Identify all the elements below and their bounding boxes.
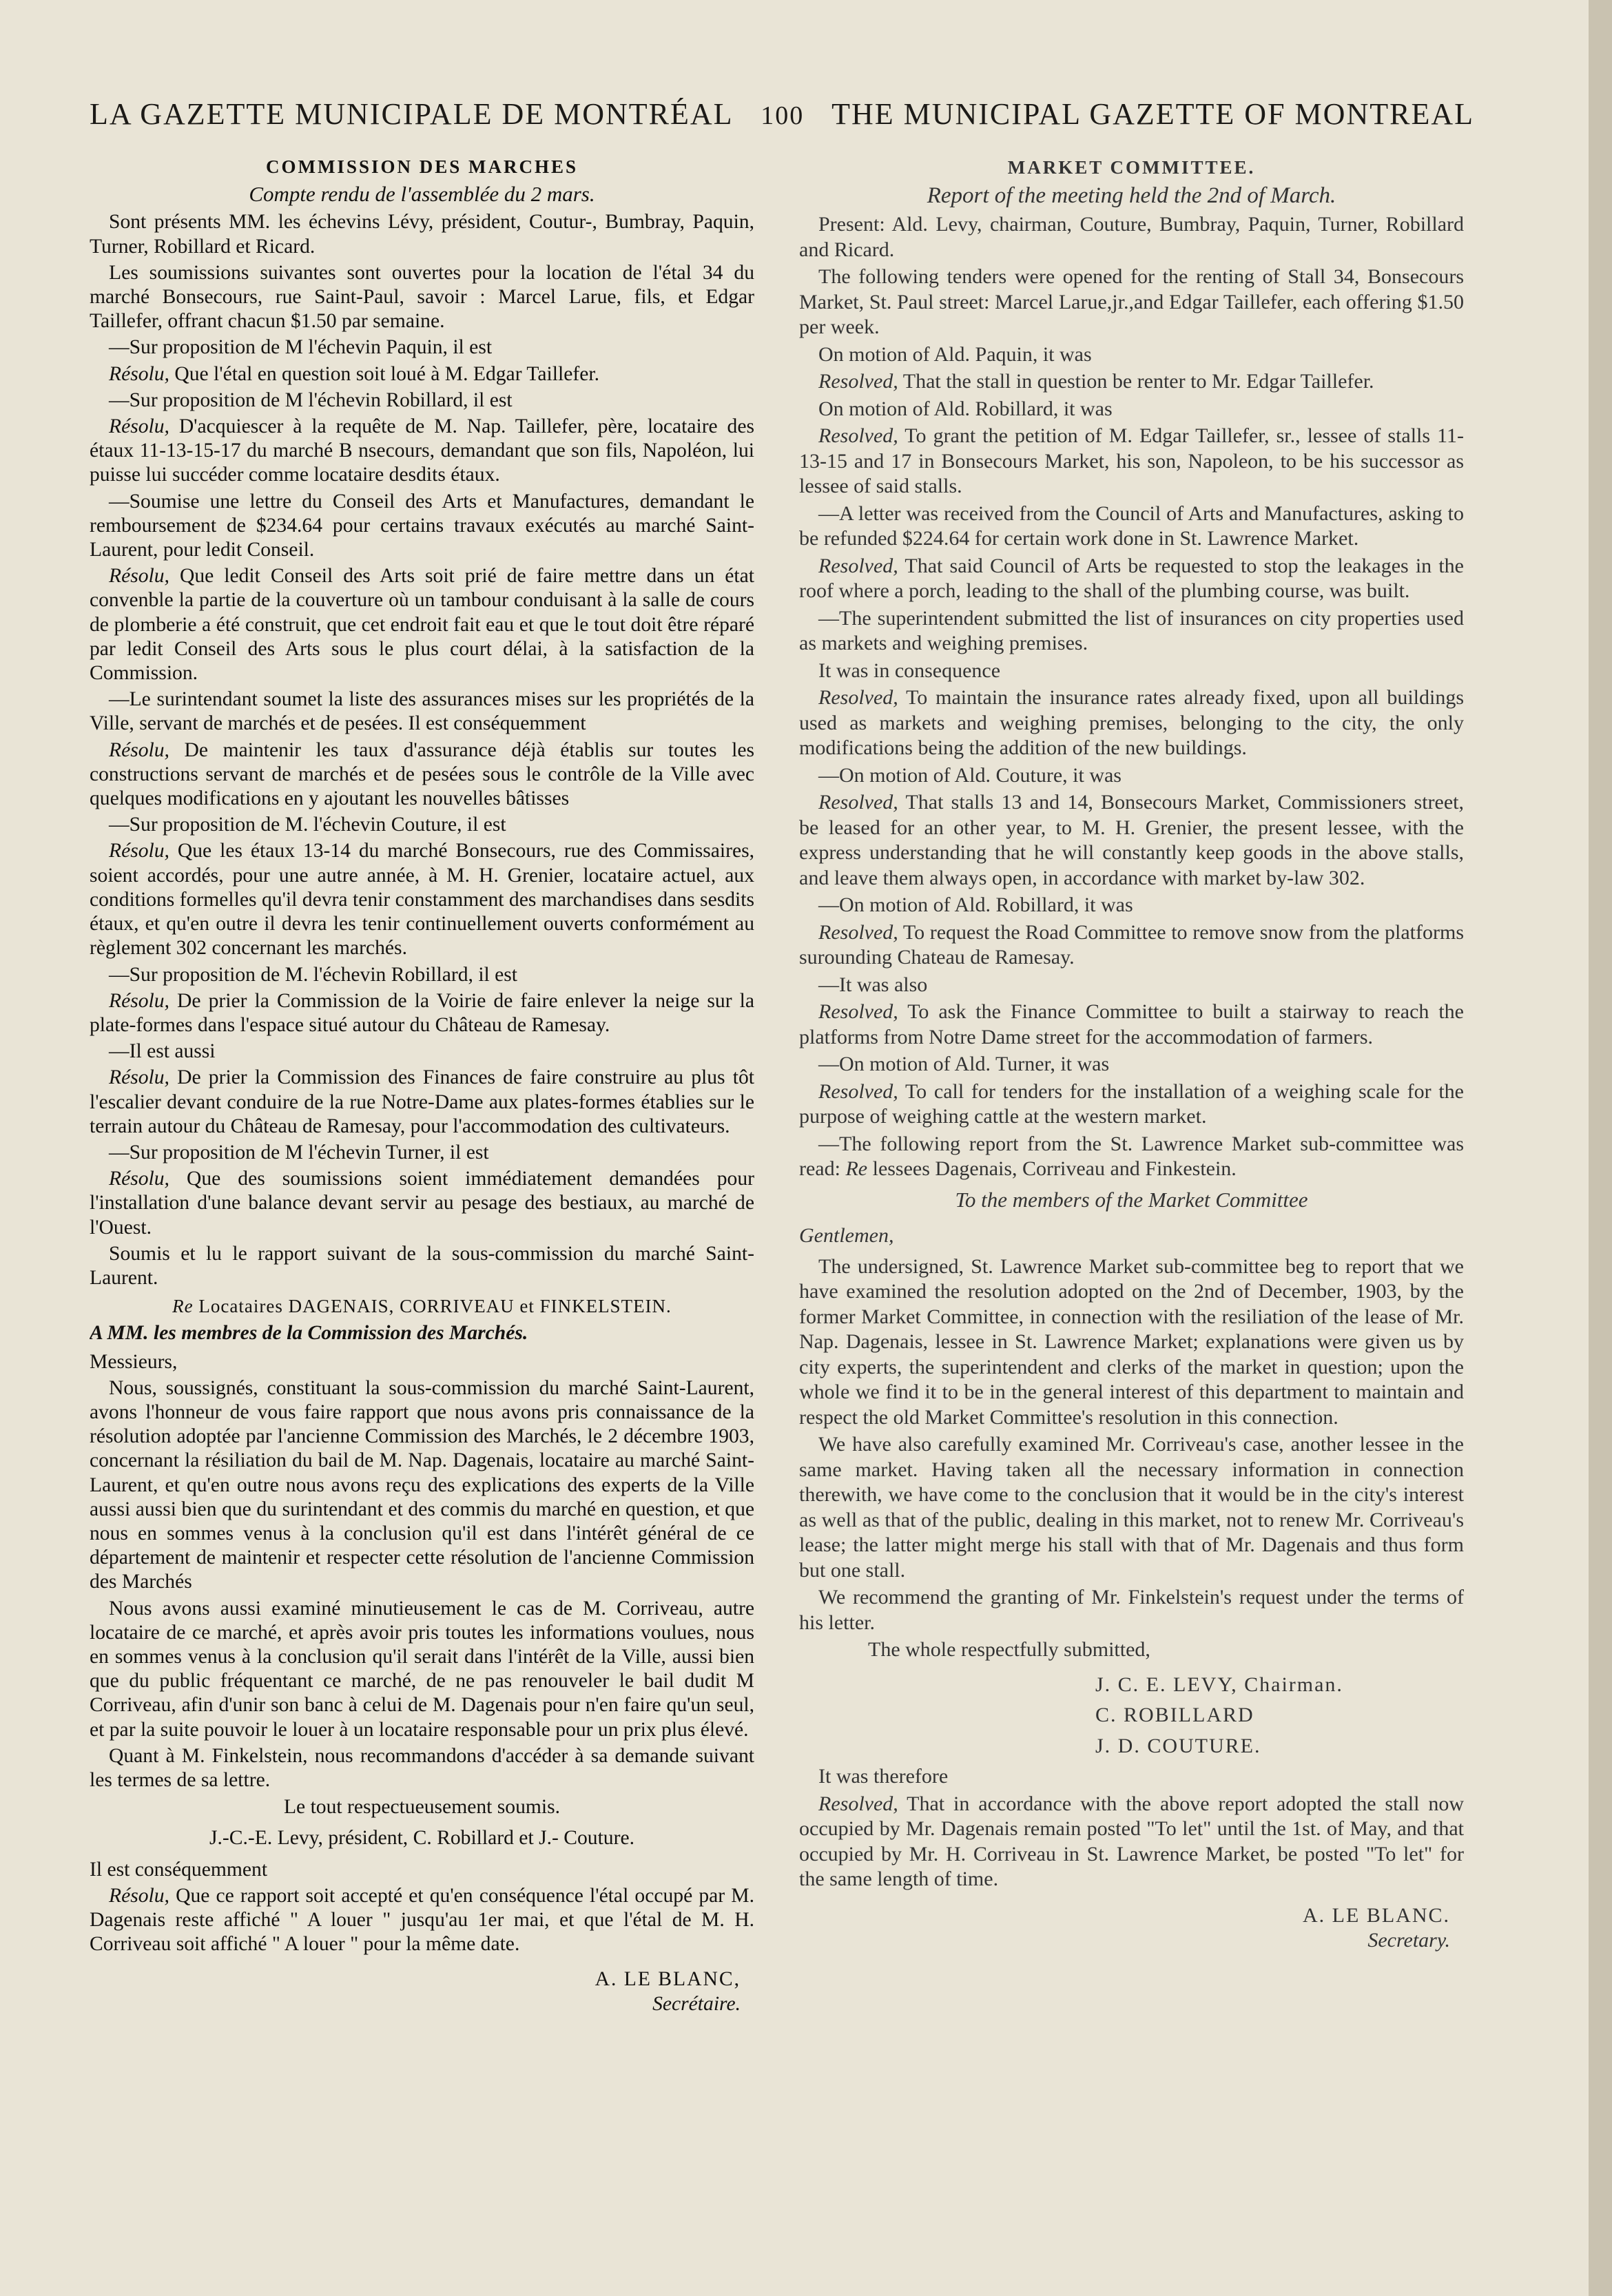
fr-resolution-text: De prier la Commission de la Voirie de faire enlever la neige sur la plate-formes dans l'espace situé autour du Château de Ramesay. [90, 989, 754, 1036]
en-report-intro [799, 1132, 1464, 1182]
en-resolution-text: That stalls 13 and 14, Bonsecours Market, Commissioners street, be leased for an other year, to M. H. Grenier, the present lessee, with the express understanding that he will constantly keep goods in the above stalls, and leave them always open, in accordance with market by-law 302. [799, 791, 1464, 889]
french-section-subtitle: Compte rendu de l'assemblée du 2 mars. [249, 182, 595, 207]
en-resolution [799, 1079, 1464, 1130]
en-resolution-text: That the stall in question be renter to Mr. Edgar Taillefer. [898, 370, 1374, 393]
fr-resolved-label: Résolu, [109, 840, 169, 862]
header-title-french: LA GAZETTE MUNICIPALE DE MONTRÉAL [90, 97, 734, 131]
fr-letter-closing: Le tout respectueusement soumis. [283, 1796, 561, 1819]
en-resolution [799, 1000, 1464, 1050]
en-salutation: Gentlemen, [799, 1224, 894, 1247]
en-resolved-label: Resolved, [818, 554, 898, 577]
english-section-subtitle: Report of the meeting held the 2nd of March. [927, 183, 1336, 208]
french-section-title: COMMISSION DES MARCHES [265, 156, 579, 177]
en-resolution [799, 1792, 1464, 1892]
header-title-english: THE MUNICIPAL GAZETTE OF MONTREAL [831, 97, 1474, 131]
fr-resolution [90, 415, 754, 488]
en-paragraph: It was in consequence [818, 659, 1001, 682]
fr-resolution [90, 1167, 754, 1240]
fr-resolution-text: D'acquiescer à la requête de M. Nap. Taillefer, père, locataire des étaux 11-13-15-17 du marché B nsecours, demandant que son fils, Napoléon, lui puisse lui succéder comme locataire desdits étaux. [90, 415, 754, 486]
fr-resolved-label: Résolu, [109, 989, 169, 1012]
fr-resolution [90, 362, 754, 386]
fr-re-label: Re [172, 1296, 194, 1317]
fr-letter-paragraph: Nous, soussignés, constituant la sous-commission du marché Saint-Laurent, avons l'honneur de vous faire rapport que nous avons pris connaissance de la résolution adoptée par l'ancienne Commission des Marchés, le 2 décembre 1903, concernant la résiliation du bail de M. Nap. Dagenais, locataire au marché Saint-Laurent, et qu'en outre nous avons reçu des explications des experts de la Ville aussi aussi bien que du surintendant et des commis du marché en question, et que nous en sommes venus à la conclusion qu'il est dans l'intérêt général de ce département de maintenir et respecter cette résolution de l'ancienne Commission des Marchés [90, 1376, 754, 1593]
en-resolved-label: Resolved, [818, 791, 898, 814]
page-fold-shadow [1589, 0, 1612, 2296]
en-resolution [799, 790, 1464, 891]
en-report-address: To the members of the Market Committee [955, 1187, 1308, 1212]
fr-resolution-text: Que ledit Conseil des Arts soit prié de faire mettre dans un état convenble la partie de la couverture où un tambour conduisant à la salle de cours de plomberie a été construit, que cet endroit fait eau et que le tout doit être réparé par ledit Conseil des Arts sous le plus court délai, à la satisfaction de la Commission. [90, 565, 754, 685]
fr-paragraph: —Sur proposition de M l'échevin Turner, il est [109, 1141, 489, 1163]
en-paragraph: On motion of Ald. Paquin, it was [818, 342, 1092, 366]
en-re-label: Re [845, 1157, 868, 1180]
fr-resolution-text: Que l'étal en question soit loué à M. Edgar Taillefer. [169, 362, 599, 385]
en-signature-couture: J. D. COUTURE. [1095, 1734, 1261, 1757]
en-resolved-label: Resolved, [818, 1079, 898, 1103]
fr-paragraph: Soumis et lu le rapport suivant de la sous-commission du marché Saint-Laurent. [90, 1242, 754, 1289]
en-resolution-text: That said Council of Arts be requested to stop the leakages in the roof where a porch, leading to the shall of the plumbing course, was built. [799, 554, 1464, 602]
fr-resolution [90, 1066, 754, 1139]
en-resolved-label: Resolved, [818, 1792, 898, 1815]
fr-resolved-label: Résolu, [109, 362, 169, 385]
en-report-intro-subject: lessees Dagenais, Corriveau and Finkestein. [867, 1157, 1237, 1180]
fr-report-address: A MM. les membres de la Commission des Marchés. [90, 1322, 528, 1345]
fr-paragraph: —Soumise une lettre du Conseil des Arts et Manufactures, demandant le remboursement de $234.64 pour certains travaux exécutés au marché Saint-Laurent, pour ledit Conseil. [90, 490, 754, 561]
en-resolved-label: Resolved, [818, 370, 898, 393]
en-paragraph: The following tenders were opened for the renting of Stall 34, Bonsecours Market, St. Paul street: Marcel Larue,jr.,and Edgar Taillefer, each offering $1.50 per week. [799, 265, 1464, 338]
fr-resolved-label: Résolu, [109, 738, 169, 761]
fr-resolution [90, 564, 754, 685]
en-resolution-text: That in accordance with the above report adopted the stall now occupied by Mr. Dagenais remain posted "To let" until the 1st. of May, and that occupied by Mr. H. Corriveau in St. Lawrence Market, be posted "To let" for the same length of time. [799, 1792, 1464, 1890]
fr-report-subject [90, 1294, 754, 1318]
en-resolution-text: To ask the Finance Committee to built a stairway to reach the platforms from Notre Dame street for the accommodation of farmers. [799, 1000, 1464, 1048]
fr-paragraph: —Le surintendant soumet la liste des assurances mises sur les propriétés de la Ville, servant de marchés et de pesées. Il est conséquemment [90, 688, 754, 735]
en-resolution [799, 554, 1464, 604]
english-section-title: MARKET COMMITTEE. [1007, 157, 1256, 178]
page-header [90, 96, 1474, 138]
en-signature-robillard: C. ROBILLARD [1095, 1704, 1254, 1726]
fr-resolved-label: Résolu, [109, 565, 169, 588]
en-paragraph: Present: Ald. Levy, chairman, Couture, Bumbray, Paquin, Turner, Robillard and Ricard. [799, 213, 1464, 261]
en-resolution [799, 920, 1464, 971]
fr-paragraph: —Sur proposition de M. l'échevin Robillard, il est [109, 963, 518, 986]
en-letter-paragraph: We have also carefully examined Mr. Corriveau's case, another lessee in the same market. Having taken all the necessary information in connection therewith, we have come to the conclusion that it would be in the city's interest as well as that of the public, dealing in this market, not to renew Mr. Corriveau's lease; the latter might merge his stall with that of Mr. Dagenais and thus form but one stall. [799, 1433, 1464, 1582]
en-resolution-text: To grant the petition of M. Edgar Taillefer, sr., lessee of stalls 11-13-15 and 17 in Bonsecours Market, his son, Napoleon, to be his successor as lessee of said stalls. [799, 424, 1464, 497]
fr-resolution [90, 839, 754, 960]
fr-salutation: Messieurs, [90, 1350, 178, 1373]
en-paragraph: —On motion of Ald. Couture, it was [818, 763, 1122, 787]
fr-resolved-label: Résolu, [109, 1066, 169, 1089]
en-secretary-title: Secretary. [1367, 1929, 1450, 1952]
en-resolution-text: To request the Road Committee to remove snow from the platforms surounding Chateau de Ramesay. [799, 920, 1464, 969]
en-signature-chairman: J. C. E. LEVY, Chairman. [1095, 1673, 1343, 1696]
en-letter-paragraph: We recommend the granting of Mr. Finkelstein's request under the terms of his letter. [799, 1586, 1464, 1634]
en-resolution [799, 369, 1464, 395]
en-letter-paragraph: The undersigned, St. Lawrence Market sub-committee beg to report that we have examined the resolution adopted on the 2nd of December, 1903, by the former Market Committee, in connection with the resiliation of the lease of Mr. Nap. Dagenais, lessee in St. Lawrence Market; explanations were given us by city experts, the superintendent and clerks of the market in question; upon the whole we find it to be in the general interest of this department to maintain and respect the old Market Committee's resolution in this connection. [799, 1254, 1464, 1429]
fr-resolution [90, 738, 754, 811]
fr-re-text: Locataires DAGENAIS, CORRIVEAU et FINKELSTEIN. [193, 1296, 672, 1317]
en-paragraph: —A letter was received from the Council of Arts and Manufactures, asking to be refunded $224.64 for certain work done in St. Lawrence Market. [799, 501, 1464, 550]
en-paragraph: It was therefore [818, 1765, 949, 1788]
en-report-intro-text: —The following report from the St. Lawrence Market sub-committee was read: [799, 1132, 1464, 1180]
en-resolved-label: Resolved, [818, 686, 898, 709]
en-secretary-signature [799, 1903, 1464, 1954]
fr-resolution-text: Que les étaux 13-14 du marché Bonsecours, rue des Commissaires, soient accordés, pour une autre année, à M. H. Grenier, locataire actuel, aux conditions formelles qu'il devra tenir constamment des marchandises dans sesdits étaux, et qu'en outre il devra les tenir continuellement ouverts conformément au règlement 302 concernant les marchés. [90, 840, 754, 960]
fr-resolved-label: Résolu, [109, 1168, 169, 1190]
fr-resolved-label: Résolu, [109, 1884, 169, 1907]
fr-paragraph: Il est conséquemment [90, 1858, 268, 1881]
en-resolved-label: Resolved, [818, 424, 898, 447]
en-resolved-label: Resolved, [818, 920, 898, 944]
fr-letter-paragraph: Quant à M. Finkelstein, nous recommandons d'accéder à sa demande suivant les termes de sa lettre. [90, 1744, 754, 1791]
fr-paragraph: —Sur proposition de M l'échevin Robillard, il est [109, 389, 513, 411]
fr-paragraph: Les soumissions suivantes sont ouvertes pour la location de l'étal 34 du marché Bonsecours, rue Saint-Paul, savoir : Marcel Larue, fils, et Edgar Taillefer, offrant chacun $1.50 par semaine. [90, 261, 754, 333]
fr-letter-signatures: J.-C.-E. Levy, président, C. Robillard et J.- Couture. [209, 1827, 634, 1850]
en-paragraph: —It was also [818, 973, 928, 996]
fr-letter-paragraph: Nous avons aussi examiné minutieusement le cas de M. Corriveau, autre locataire de ce marché, et après avoir pris toutes les informations voulues, nous en sommes venus à la conclusion qu'il serait dans l'intérêt de la Ville, aussi bien que du public fréquentant ce marché, de ne pas renouveler le bail dudit M Corriveau, afin d'unir son banc à celui de M. Dagenais pour n'en faire qu'un seul, et par la suite pouvoir le louer à un locataire responsable pour un prix plus élevé. [90, 1597, 754, 1741]
en-paragraph: —On motion of Ald. Robillard, it was [818, 893, 1133, 916]
en-secretary-name: A. LE BLANC. [1303, 1903, 1450, 1927]
fr-resolved-label: Résolu, [109, 415, 169, 438]
fr-paragraph: Sont présents MM. les échevins Lévy, président, Coutur-, Bumbray, Paquin, Turner, Robillard et Ricard. [90, 211, 754, 258]
fr-paragraph: —Sur proposition de M l'échevin Paquin, il est [109, 336, 493, 359]
fr-resolution [90, 1884, 754, 1957]
fr-resolution-text: De maintenir les taux d'assurance déjà établis sur toutes les constructions servant de marchés et de pesées sous le contrôle de la Ville avec quelques modifications en y ajoutant les nouvelles bâtisses [90, 738, 754, 810]
english-column [799, 155, 1464, 2270]
fr-secretary-title: Secrétaire. [652, 1992, 741, 2015]
en-paragraph: —On motion of Ald. Turner, it was [818, 1053, 1110, 1075]
fr-resolution [90, 989, 754, 1037]
en-resolution-text: To call for tenders for the installation of a weighing scale for the purpose of weighing cattle at the western market. [799, 1079, 1464, 1128]
en-paragraph: On motion of Ald. Robillard, it was [818, 397, 1113, 420]
fr-resolution-text: Que ce rapport soit accepté et qu'en conséquence l'étal occupé par M. Dagenais reste affiché " A louer " jusqu'au 1er mai, et que l'étal de M. H. Corriveau soit affiché " A louer " pour la même date. [90, 1884, 754, 1956]
french-column [90, 155, 754, 2270]
fr-resolution-text: De prier la Commission des Finances de faire construire au plus tôt l'escalier devant conduire de la rue Notre-Dame aux plates-formes établies sur le terrain autour du Château de Ramesay, pour l'accommodation des cultivateurs. [90, 1066, 754, 1137]
fr-paragraph: —Sur proposition de M. l'échevin Couture, il est [109, 814, 506, 836]
fr-resolution-text: Que des soumissions soient immédiatement demandées pour l'installation d'une balance devant servir au pesage des bestiaux, au marché de l'Ouest. [90, 1168, 754, 1239]
fr-secretary-signature [90, 1967, 754, 2016]
en-resolution [799, 685, 1464, 761]
en-resolution-text: To maintain the insurance rates already fixed, upon all buildings used as markets and weighing premises, belonging to the city, the only modifications being the addition of the new buildings. [799, 686, 1464, 759]
page-number: 100 [761, 101, 805, 130]
en-resolution [799, 424, 1464, 499]
en-resolved-label: Resolved, [818, 1000, 898, 1023]
en-paragraph: —The superintendent submitted the list of insurances on city properties used as markets and weighing premises. [799, 606, 1464, 654]
fr-paragraph: —Il est aussi [109, 1040, 216, 1063]
en-letter-closing: The whole respectfully submitted, [868, 1638, 1150, 1661]
fr-secretary-name: A. LE BLANC, [595, 1968, 741, 1991]
